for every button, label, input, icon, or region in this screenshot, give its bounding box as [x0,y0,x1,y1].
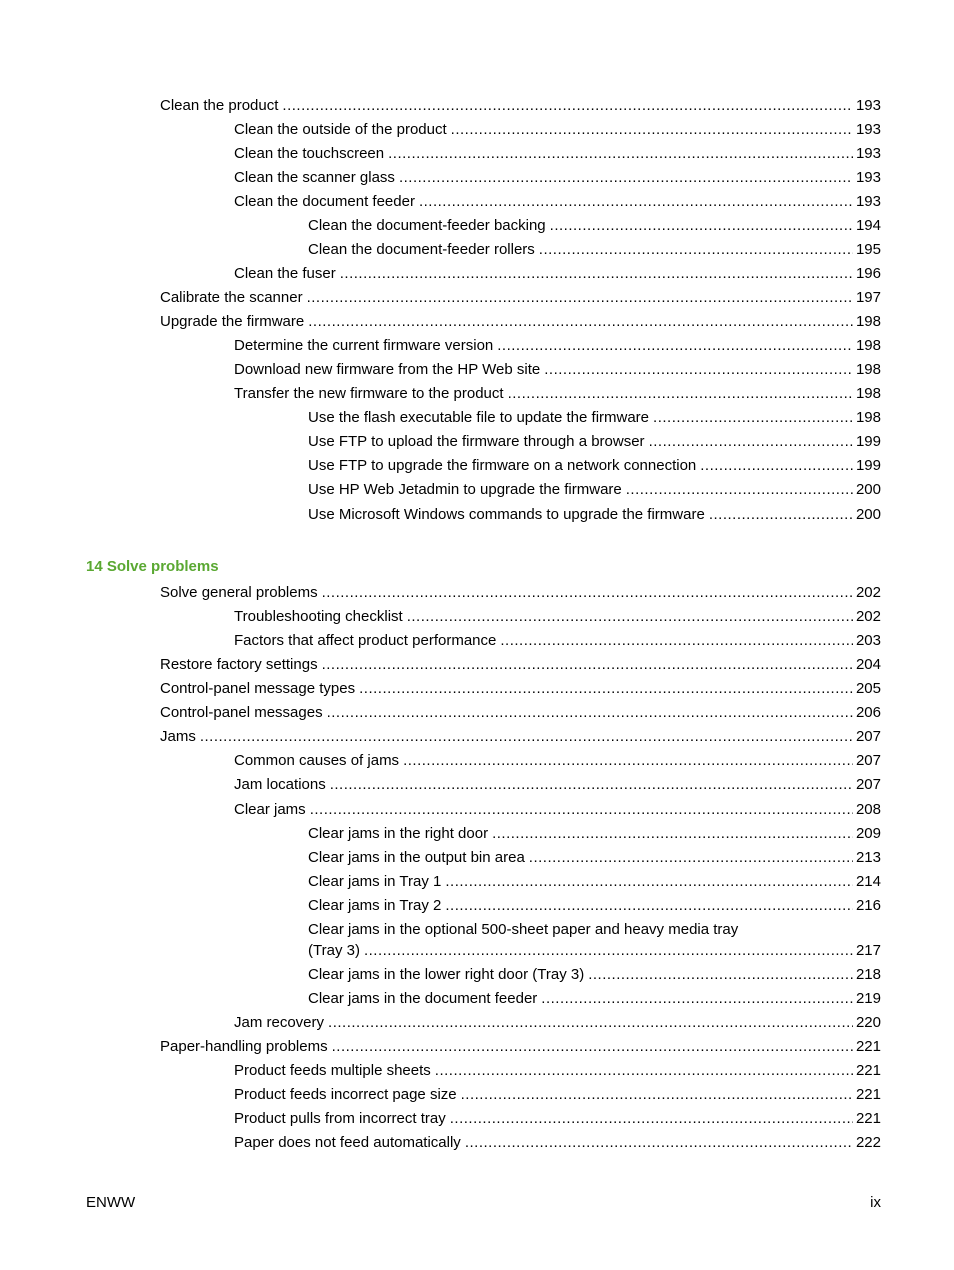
toc-entry-page: 214 [855,873,881,890]
toc-entry-title: Product pulls from incorrect tray [234,1110,446,1127]
dot-leader [328,1014,853,1032]
toc-entry-title: Factors that affect product performance [234,632,497,649]
toc-entry[interactable] [160,289,881,307]
dot-leader [450,1110,853,1128]
toc-entry-page: 205 [855,680,881,697]
toc-entry-title-line2: (Tray 3) [308,942,360,959]
toc-entry[interactable] [234,1110,881,1128]
toc-entry[interactable] [160,680,881,698]
toc-entry[interactable] [308,241,881,259]
toc-entry-title: Download new firmware from the HP Web site [234,361,541,378]
toc-entry-page: 221 [855,1086,881,1103]
toc-entry-title: Clean the document-feeder rollers [308,241,535,258]
toc-entry[interactable] [234,801,881,819]
toc-entry[interactable] [234,385,881,403]
toc-entry[interactable] [160,584,881,602]
dot-leader [445,873,853,891]
toc-entry[interactable] [308,457,881,475]
toc-entry[interactable] [234,1062,881,1080]
toc-entry[interactable] [308,966,881,984]
toc-entry-page: 209 [855,825,881,842]
toc-entry[interactable] [160,97,881,115]
toc-entry[interactable] [234,752,881,770]
dot-leader [322,584,853,602]
toc-entry-title: Jam recovery [234,1014,325,1031]
toc-entry-title: Use the flash executable file to update the firmware [308,409,650,426]
toc-entry-title: Use Microsoft Windows commands to upgrade the firmware [308,506,705,523]
toc-entry[interactable] [234,1014,881,1032]
toc-entry-title: Jams [160,728,196,745]
toc-entry[interactable] [308,506,881,524]
dot-leader [700,457,853,475]
toc-entry-title: Jam locations [234,776,326,793]
toc-entry-title: Control-panel message types [160,680,356,697]
dot-leader [539,241,853,259]
dot-leader [492,825,853,843]
toc-entry-page: 198 [855,337,881,354]
dot-leader [407,608,853,626]
toc-entry-page: 216 [855,897,881,914]
toc-entry-title: Clear jams in the document feeder [308,990,538,1007]
toc-entry-title: Clear jams in the lower right door (Tray 3) [308,966,585,983]
toc-entry-title: Product feeds multiple sheets [234,1062,431,1079]
toc-entry[interactable] [308,897,881,915]
toc-entry-title: Calibrate the scanner [160,289,303,306]
toc-entry-title: Clean the document-feeder backing [308,217,546,234]
toc-entry-title: Clean the document feeder [234,193,415,210]
dot-leader [588,966,853,984]
toc-entry-page: 197 [855,289,881,306]
dot-leader [626,481,853,499]
toc-entry-title: Clear jams in the output bin area [308,849,525,866]
toc-entry-page: 193 [855,121,881,138]
toc-entry[interactable] [234,145,881,163]
toc-entry[interactable] [308,433,881,451]
toc-entry[interactable] [234,193,881,211]
dot-leader [200,728,853,746]
dot-leader [465,1134,853,1152]
toc-entry-title: Troubleshooting checklist [234,608,403,625]
dot-leader [508,385,853,403]
toc-entry-page: 222 [855,1134,881,1151]
toc-entry[interactable] [234,121,881,139]
dot-leader [541,990,853,1008]
toc-entry-title: Solve general problems [160,584,318,601]
toc-entry-page: 218 [855,966,881,983]
toc-entry-title: Use FTP to upload the firmware through a browser [308,433,645,450]
toc-entry-page: 200 [855,506,881,523]
toc-entry-title: Product feeds incorrect page size [234,1086,457,1103]
toc-entry-page: 202 [855,584,881,601]
toc-entry[interactable] [160,656,881,674]
toc-entry-title: Clean the fuser [234,265,336,282]
dot-leader [550,217,853,235]
toc-entry-title: Transfer the new firmware to the product [234,385,504,402]
toc-entry-page: 207 [855,752,881,769]
toc-entry-page: 193 [855,145,881,162]
toc-entry-title: Clean the touchscreen [234,145,385,162]
toc-entry[interactable] [308,942,881,960]
dot-leader [461,1086,853,1104]
toc-entry[interactable] [160,728,881,746]
toc-entry-page: 198 [855,313,881,330]
toc-entry-page: 219 [855,990,881,1007]
toc-entry[interactable] [308,481,881,499]
dot-leader [445,897,853,915]
dot-leader [388,145,853,163]
toc-entry[interactable] [308,849,881,867]
toc-entry-title: Clear jams in Tray 1 [308,873,442,890]
toc-entry-page: 193 [855,193,881,210]
dot-leader [359,680,853,698]
toc-entry[interactable] [234,632,881,650]
toc-entry-title: Use FTP to upgrade the firmware on a network connection [308,457,697,474]
dot-leader [529,849,853,867]
dot-leader [308,313,853,331]
toc-entry[interactable] [160,704,881,722]
dot-leader [399,169,853,187]
toc-entry-page: 200 [855,481,881,498]
toc-entry[interactable] [234,361,881,379]
toc-entry[interactable] [308,825,881,843]
toc-entry[interactable] [308,409,881,427]
toc-entry-page: 220 [855,1014,881,1031]
dot-leader [310,801,853,819]
dot-leader [544,361,853,379]
toc-entry[interactable] [234,169,881,187]
dot-leader [500,632,853,650]
toc-entry[interactable] [308,990,881,1008]
dot-leader [435,1062,853,1080]
footer-label: ENWW [86,1194,136,1211]
toc-entry-title: Common causes of jams [234,752,400,769]
toc-entry[interactable] [234,1086,881,1104]
toc-entry-title: Clean the product [160,97,279,114]
dot-leader [364,942,853,960]
toc-entry-page: 213 [855,849,881,866]
toc-entry-page: 221 [855,1038,881,1055]
toc-entry-title: Control-panel messages [160,704,323,721]
toc-entry-page: 199 [855,457,881,474]
toc-entry-page: 199 [855,433,881,450]
toc-entry[interactable] [234,1134,881,1152]
toc-entry-page: 193 [855,169,881,186]
toc-entry-title: Clean the outside of the product [234,121,447,138]
toc-entry-title-line1[interactable]: Clear jams in the optional 500-sheet paper and heavy media tray [308,921,739,938]
toc-entry[interactable] [234,265,881,283]
toc-entry-title: Clear jams [234,801,306,818]
toc-entry-title: Upgrade the firmware [160,313,305,330]
page-number: ix [870,1194,881,1211]
toc-entry-page: 194 [855,217,881,234]
toc-entry-title: Restore factory settings [160,656,318,673]
dot-leader [709,506,853,524]
dot-leader [282,97,853,115]
toc-entry-title: Determine the current firmware version [234,337,494,354]
dot-leader [322,656,853,674]
toc-entry-page: 207 [855,776,881,793]
toc-entry-page: 198 [855,361,881,378]
dot-leader [653,409,853,427]
toc-entry-page: 208 [855,801,881,818]
dot-leader [451,121,853,139]
dot-leader [330,776,853,794]
toc-entry-page: 196 [855,265,881,282]
chapter-heading[interactable]: 14 Solve problems [86,558,219,575]
toc-entry-title: Clear jams in Tray 2 [308,897,442,914]
toc-entry-page: 193 [855,97,881,114]
toc-entry[interactable] [234,608,881,626]
dot-leader [340,265,853,283]
toc-entry[interactable] [308,873,881,891]
toc-entry-title: Paper does not feed automatically [234,1134,461,1151]
toc-entry[interactable] [234,337,881,355]
dot-leader [419,193,853,211]
toc-entry[interactable] [160,313,881,331]
toc-entry-title: Paper-handling problems [160,1038,328,1055]
toc-entry[interactable] [160,1038,881,1056]
dot-leader [497,337,853,355]
toc-entry-page: 217 [855,942,881,959]
toc-entry-page: 206 [855,704,881,721]
toc-entry-title: Clean the scanner glass [234,169,395,186]
toc-entry-page: 221 [855,1110,881,1127]
dot-leader [307,289,853,307]
toc-entry-page: 207 [855,728,881,745]
dot-leader [649,433,853,451]
toc-entry[interactable] [308,217,881,235]
toc-entry[interactable] [234,776,881,794]
dot-leader [327,704,853,722]
dot-leader [403,752,853,770]
toc-entry-page: 203 [855,632,881,649]
toc-entry-page: 198 [855,385,881,402]
toc-entry-page: 221 [855,1062,881,1079]
toc-entry-page: 198 [855,409,881,426]
toc-entry-page: 204 [855,656,881,673]
dot-leader [332,1038,853,1056]
toc-entry-title: Use HP Web Jetadmin to upgrade the firmware [308,481,622,498]
toc-entry-title: Clear jams in the right door [308,825,489,842]
toc-entry-page: 195 [855,241,881,258]
toc-entry-page: 202 [855,608,881,625]
